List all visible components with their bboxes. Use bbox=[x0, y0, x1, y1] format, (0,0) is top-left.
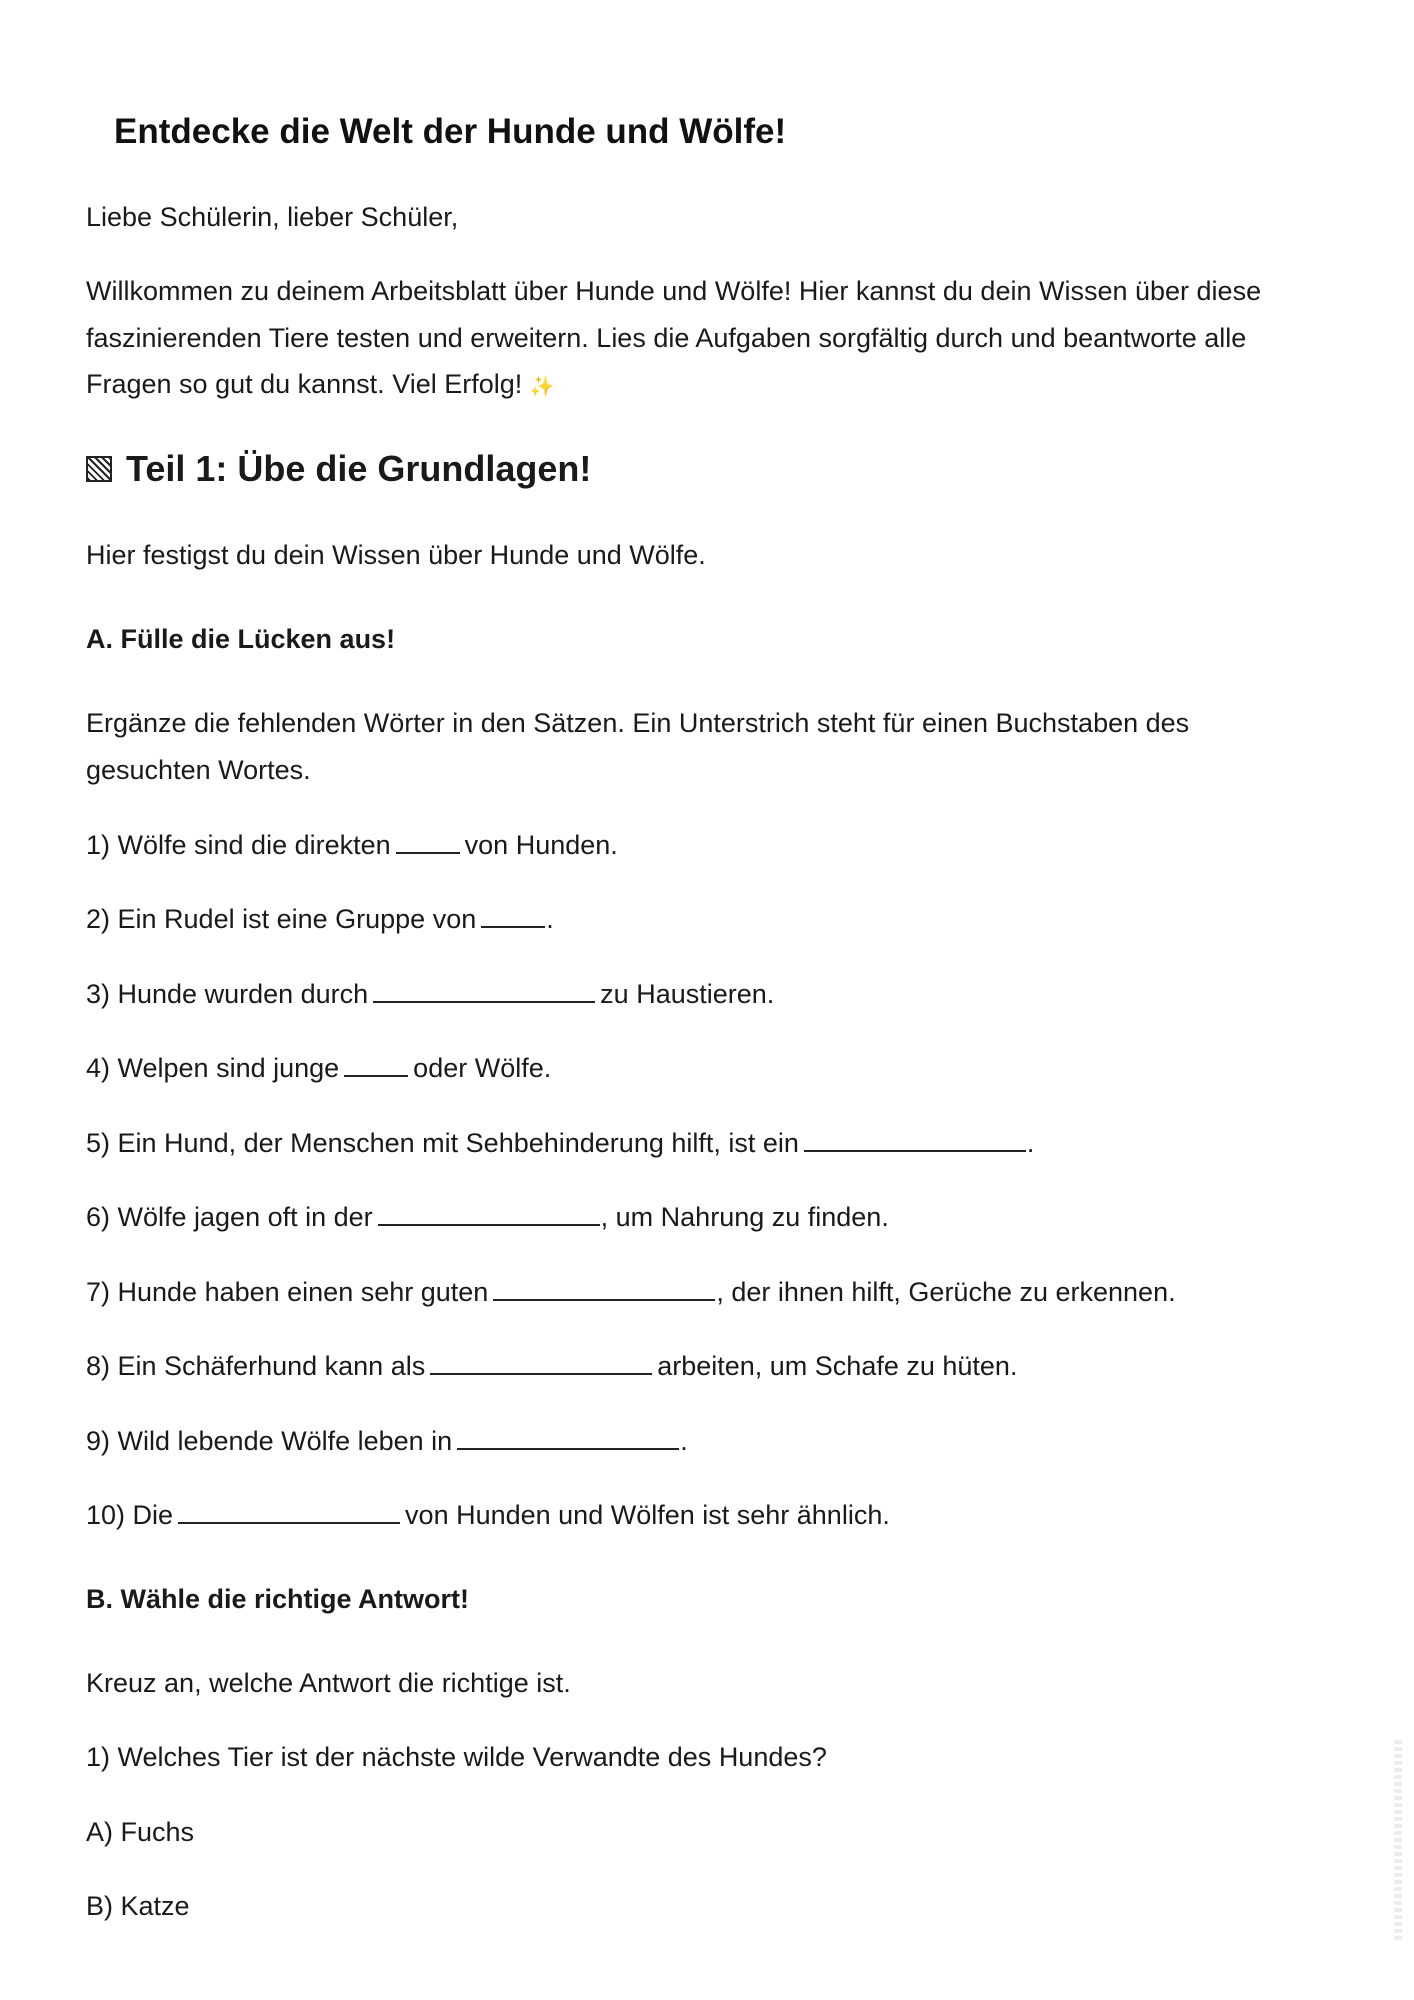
side-watermark bbox=[1394, 1740, 1402, 1940]
mc-option-a[interactable]: A) Fuchs bbox=[86, 1817, 195, 1847]
gap-item-4 bbox=[86, 1045, 551, 1092]
gap-item-text: 8) Ein Schäferhund kann als bbox=[86, 1351, 426, 1381]
section-description: Hier festigst du dein Wissen über Hunde und Wölfe. bbox=[86, 540, 706, 570]
part-a-instructions-line-1: Ergänze die fehlenden Wörter in den Sätzen. Ein Unterstrich steht für einen Buchstaben des bbox=[86, 708, 1190, 738]
answer-blank[interactable] bbox=[493, 1277, 715, 1301]
gap-item-text: , der ihnen hilft, Gerüche zu erkennen. bbox=[716, 1277, 1176, 1307]
part-b-instructions: Kreuz an, welche Antwort die richtige ist. bbox=[86, 1668, 571, 1698]
gap-item-text: , um Nahrung zu finden. bbox=[600, 1202, 889, 1232]
gap-item-text: von Hunden und Wölfen ist sehr ähnlich. bbox=[405, 1500, 890, 1530]
intro-line-3 bbox=[86, 361, 1261, 411]
answer-blank[interactable] bbox=[430, 1351, 652, 1375]
part-b-heading: B. Wähle die richtige Antwort! bbox=[86, 1584, 470, 1614]
gap-item-3 bbox=[86, 971, 774, 1018]
part-a-heading: A. Fülle die Lücken aus! bbox=[86, 624, 396, 654]
gap-item-text: 6) Wölfe jagen oft in der bbox=[86, 1202, 373, 1232]
gap-item-text: 7) Hunde haben einen sehr guten bbox=[86, 1277, 489, 1307]
gap-item-text: 2) Ein Rudel ist eine Gruppe von bbox=[86, 904, 477, 934]
intro-paragraph bbox=[86, 268, 1261, 411]
answer-blank[interactable] bbox=[178, 1500, 400, 1524]
gap-item-text: 3) Hunde wurden durch bbox=[86, 979, 369, 1009]
gap-item-6 bbox=[86, 1194, 889, 1241]
greeting: Liebe Schülerin, lieber Schüler, bbox=[86, 202, 459, 232]
part-a-instructions-line-2: gesuchten Wortes. bbox=[86, 755, 311, 785]
section-heading-text: Teil 1: Übe die Grundlagen! bbox=[126, 448, 592, 489]
answer-blank[interactable] bbox=[378, 1202, 600, 1226]
gap-item-1 bbox=[86, 822, 618, 869]
intro-line-2: faszinierenden Tiere testen und erweitern. Lies die Aufgaben sorgfältig durch und beantworte alle bbox=[86, 322, 1247, 353]
answer-blank[interactable] bbox=[344, 1053, 408, 1077]
gap-item-text: . bbox=[546, 904, 554, 934]
gap-item-text: 5) Ein Hund, der Menschen mit Sehbehinderung hilft, ist ein bbox=[86, 1128, 799, 1158]
gap-item-text: . bbox=[680, 1426, 688, 1456]
sparkles-icon: ✨ bbox=[529, 376, 555, 398]
answer-blank[interactable] bbox=[373, 979, 595, 1003]
hatched-square-icon bbox=[86, 456, 112, 482]
gap-item-text: von Hunden. bbox=[464, 830, 618, 860]
answer-blank[interactable] bbox=[457, 1426, 679, 1450]
intro-line-3-text: Fragen so gut du kannst. Viel Erfolg! bbox=[86, 369, 523, 399]
mc-option-b[interactable]: B) Katze bbox=[86, 1891, 190, 1921]
gap-item-text: 10) Die bbox=[86, 1500, 174, 1530]
gap-item-8 bbox=[86, 1343, 1017, 1390]
gap-item-text: arbeiten, um Schafe zu hüten. bbox=[657, 1351, 1018, 1381]
answer-blank[interactable] bbox=[481, 904, 545, 928]
gap-item-text: 4) Welpen sind junge bbox=[86, 1053, 340, 1083]
gap-item-text: 9) Wild lebende Wölfe leben in bbox=[86, 1426, 453, 1456]
mc-question-1: 1) Welches Tier ist der nächste wilde Verwandte des Hundes? bbox=[86, 1742, 827, 1772]
gap-item-text: . bbox=[1026, 1128, 1035, 1158]
intro-line-1: Willkommen zu deinem Arbeitsblatt über Hunde und Wölfe! Hier kannst du dein Wissen über diese bbox=[86, 276, 1262, 306]
worksheet-title: Entdecke die Welt der Hunde und Wölfe! bbox=[114, 112, 787, 151]
gap-item-7 bbox=[86, 1269, 1176, 1316]
answer-blank[interactable] bbox=[396, 830, 460, 854]
gap-item-5 bbox=[86, 1120, 1034, 1167]
answer-blank[interactable] bbox=[804, 1128, 1026, 1152]
gap-item-text: 1) Wölfe sind die direkten bbox=[86, 830, 391, 860]
gap-item-10 bbox=[86, 1492, 890, 1539]
section-heading bbox=[86, 448, 591, 490]
gap-item-2 bbox=[86, 896, 554, 943]
gap-item-text: zu Haustieren. bbox=[600, 979, 775, 1009]
gap-item-9 bbox=[86, 1418, 688, 1465]
gap-item-text: oder Wölfe. bbox=[413, 1053, 552, 1083]
